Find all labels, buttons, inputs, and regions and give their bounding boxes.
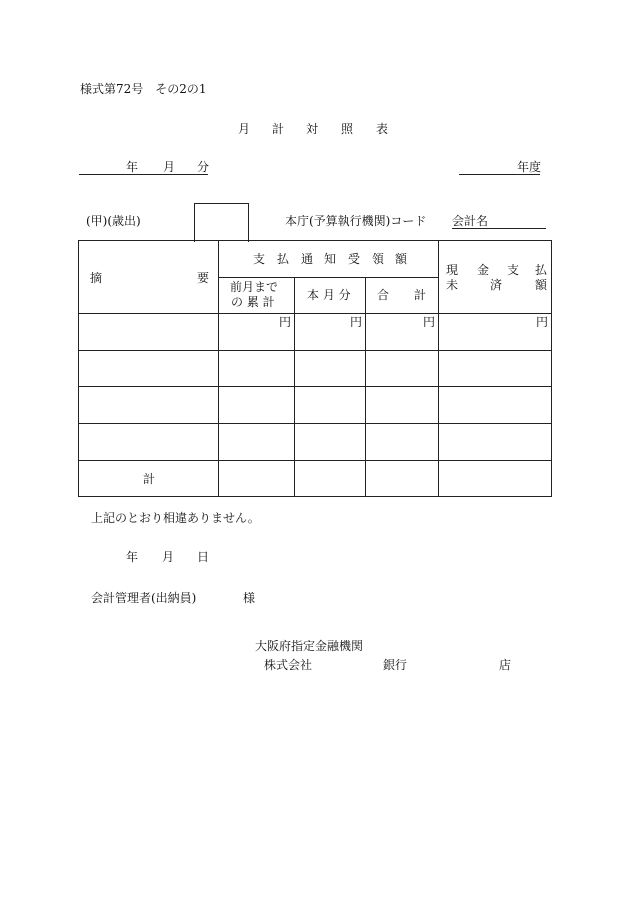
table-divider	[78, 313, 552, 314]
period-month-label: 月	[163, 160, 176, 174]
table-border-left	[78, 240, 79, 496]
col-header-cash-char: 払	[535, 263, 548, 277]
sub-header-prev-cumulative-1: 前月まで	[230, 280, 279, 294]
col-header-cash-char: 額	[535, 278, 548, 292]
group-header-char: 支	[253, 252, 266, 266]
group-header-char: 受	[348, 252, 361, 266]
period-underline	[79, 174, 208, 175]
code-entry-box[interactable]	[194, 203, 249, 242]
kou-saishutsu-label: (甲)(歳出)	[86, 214, 141, 228]
title-char: 計	[272, 122, 285, 136]
col-header-cash-char: 済	[490, 278, 503, 292]
code-label: 本庁(予算執行機関)コード	[285, 214, 427, 228]
date-day-label: 日	[197, 550, 210, 564]
institution-label: 大阪府指定金融機関	[255, 639, 364, 653]
sub-header-prev-cumulative-2: の 累 計	[231, 295, 275, 309]
date-month-label: 月	[162, 550, 175, 564]
group-header-char: 額	[395, 252, 408, 266]
title-char: 対	[306, 122, 319, 136]
group-header-char: 払	[277, 252, 290, 266]
col-header-tekiyou-2: 要	[197, 271, 210, 285]
yen-unit: 円	[350, 315, 363, 329]
col-header-cash-char: 現	[446, 263, 459, 277]
fiscal-year-underline	[459, 174, 540, 175]
date-year-label: 年	[126, 550, 139, 564]
yen-unit: 円	[536, 315, 549, 329]
table-divider	[218, 240, 219, 496]
account-name-label: 会計名	[452, 214, 489, 228]
account-name-underline	[452, 228, 546, 229]
certification-statement: 上記のとおり相違ありません。	[91, 511, 260, 525]
yen-unit: 円	[279, 315, 292, 329]
table-border-right	[551, 240, 552, 496]
form-number: 様式第72号 その2の1	[80, 82, 207, 96]
col-header-cash-char: 未	[446, 278, 459, 292]
period-year-label: 年	[126, 160, 139, 174]
col-header-cash-char: 支	[507, 263, 520, 277]
table-border-top	[78, 240, 552, 241]
col-header-cash-char: 金	[477, 263, 490, 277]
group-header-char: 知	[324, 252, 337, 266]
table-divider	[218, 277, 438, 278]
branch-label: 店	[499, 658, 512, 672]
period-portion-label: 分	[197, 160, 210, 174]
group-header-char: 通	[301, 252, 314, 266]
sub-header-this-month: 本 月 分	[307, 288, 351, 302]
honorific-label: 様	[243, 591, 256, 605]
col-header-tekiyou-1: 摘	[90, 271, 103, 285]
fiscal-year-label: 年度	[517, 160, 542, 174]
bank-label: 銀行	[383, 658, 408, 672]
company-label: 株式会社	[264, 658, 313, 672]
addressee-label: 会計管理者(出納員)	[91, 591, 197, 605]
group-header-char: 領	[372, 252, 385, 266]
total-row-label: 計	[143, 472, 156, 486]
title-char: 照	[341, 122, 354, 136]
sub-header-total-1: 合	[377, 288, 390, 302]
table-border-bottom	[78, 496, 552, 497]
yen-unit: 円	[423, 315, 436, 329]
table-divider	[78, 460, 552, 461]
table-divider	[78, 423, 552, 424]
table-divider	[438, 240, 439, 496]
sub-header-total-2: 計	[414, 288, 427, 302]
table-divider	[78, 386, 552, 387]
title-char: 表	[376, 122, 389, 136]
title-char: 月	[238, 122, 251, 136]
table-divider	[78, 350, 552, 351]
